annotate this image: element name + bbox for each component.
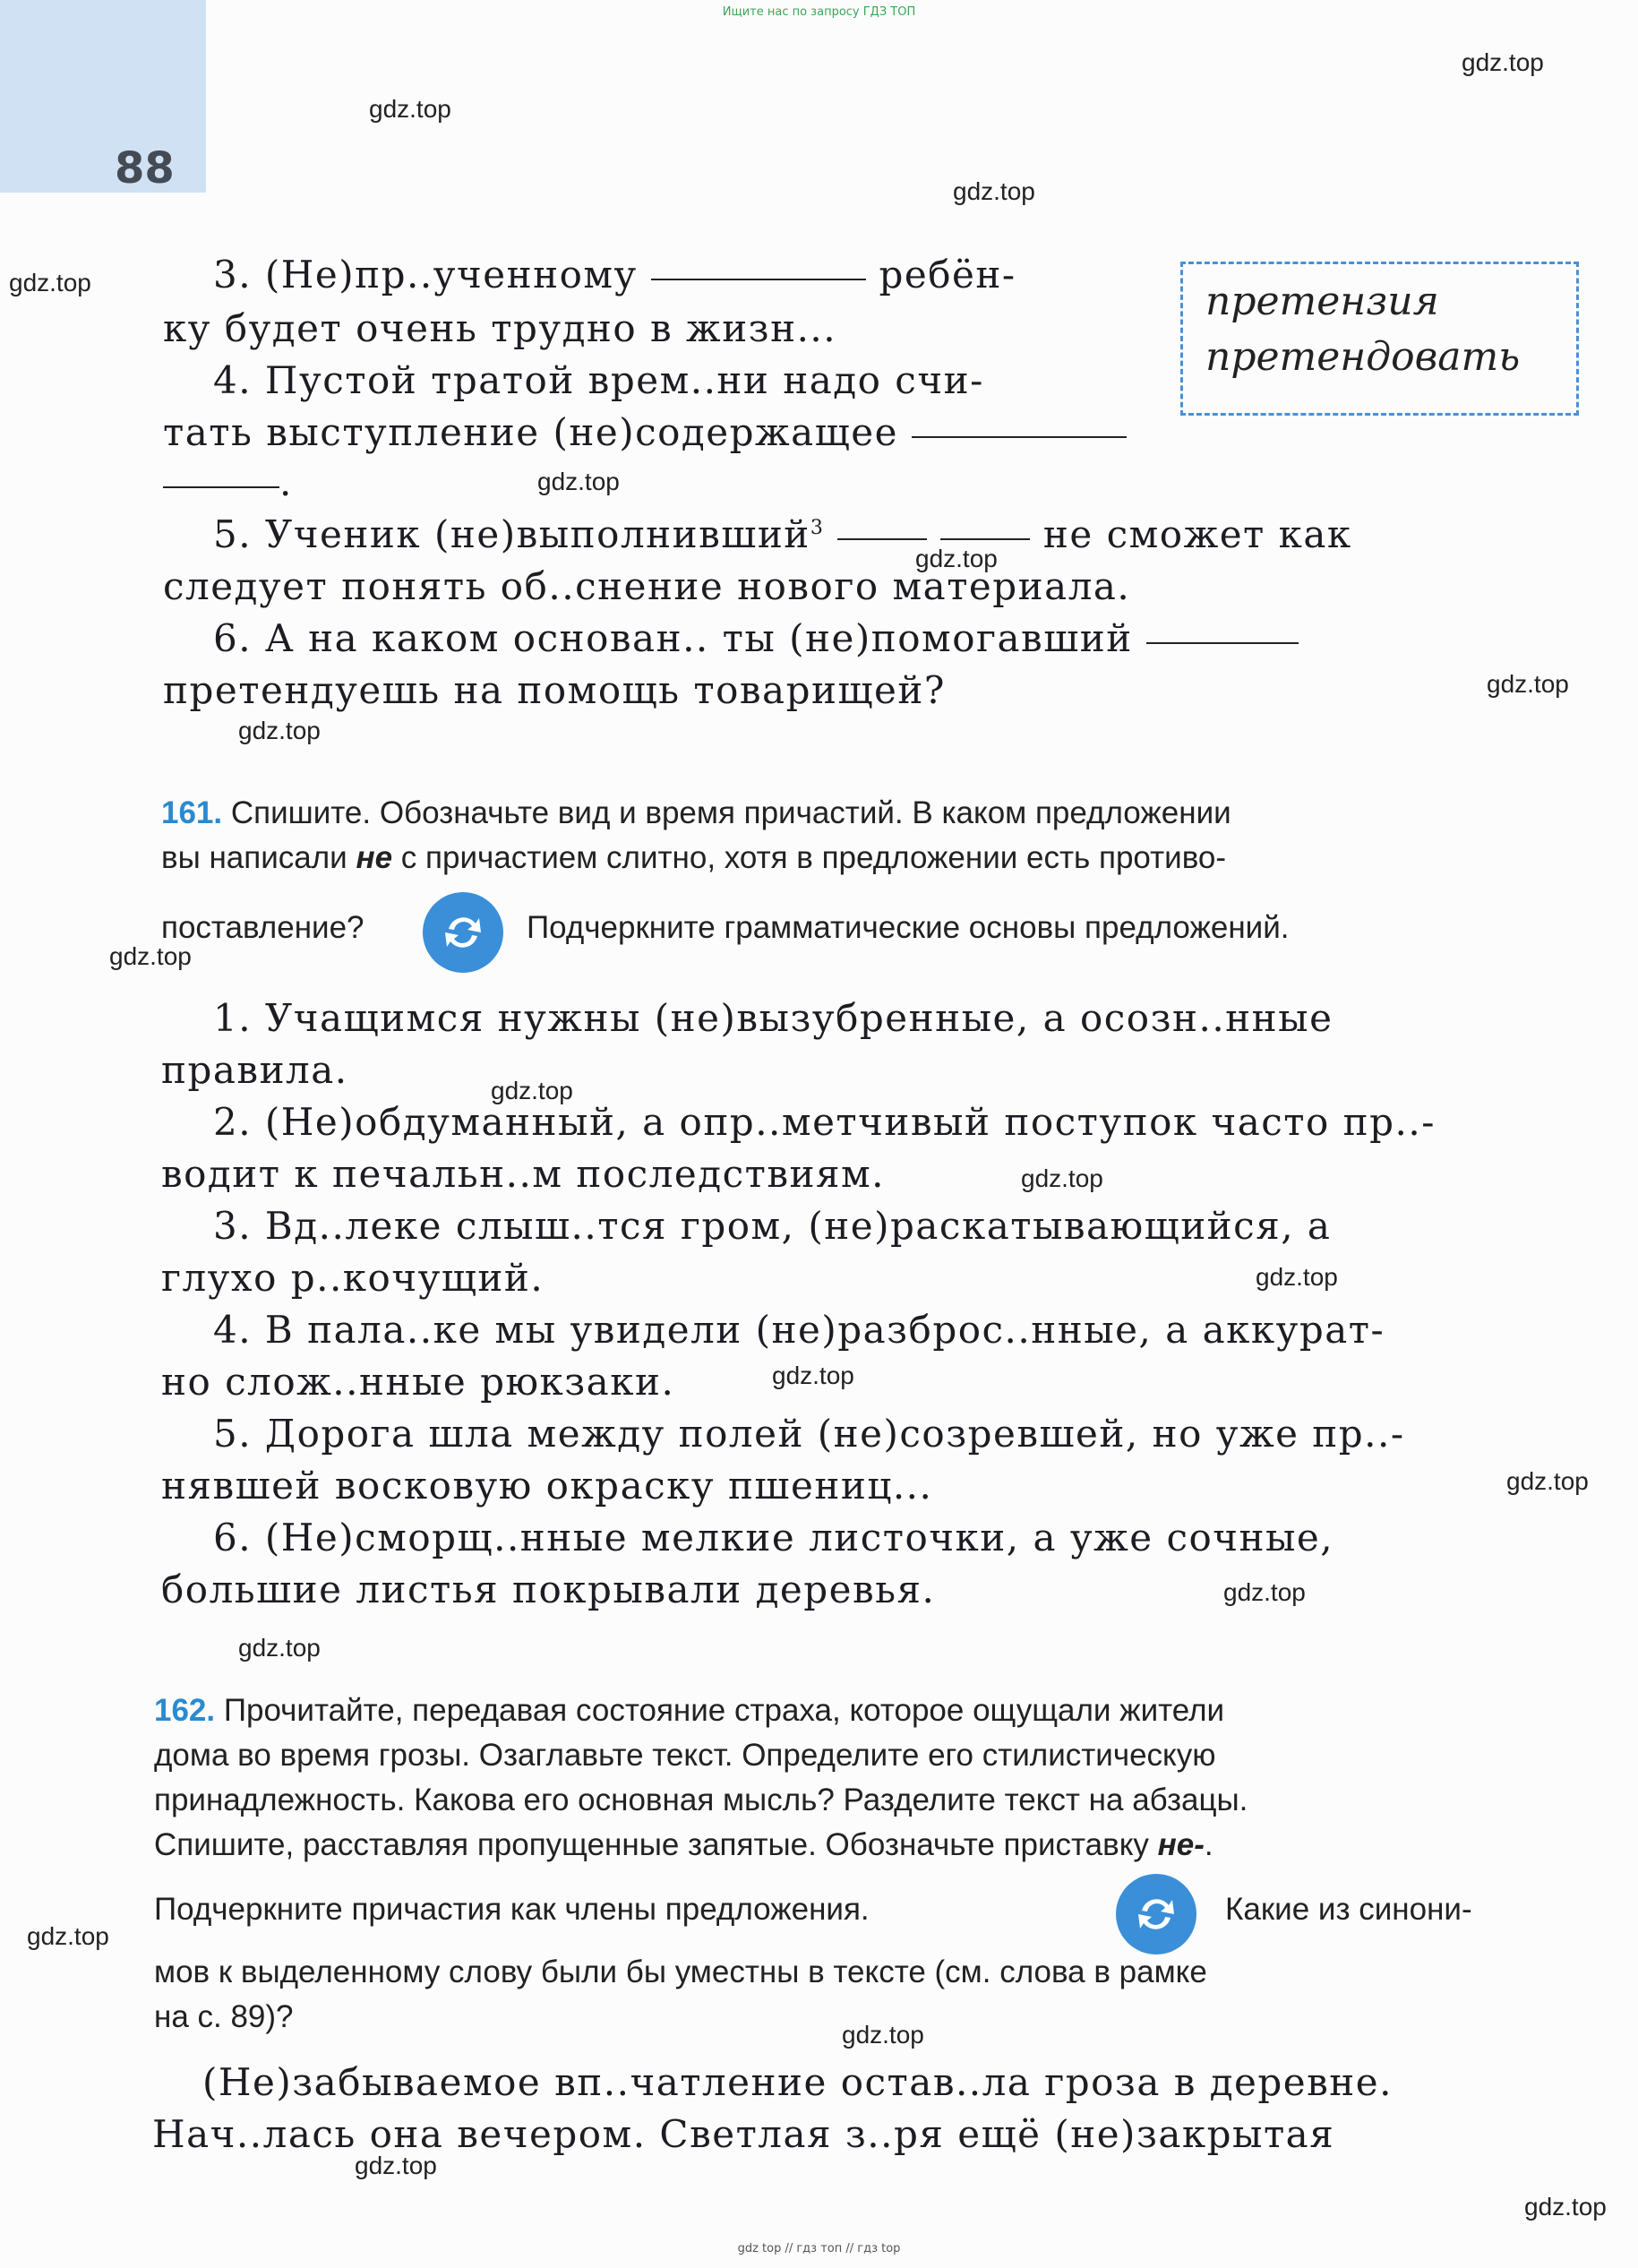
text-line: следует понять об..снение нового материала. <box>163 564 1131 608</box>
exercise-161-line: 161. Спишите. Обозначьте вид и время причастий. В каком предложении <box>161 795 1231 830</box>
sentence-line: 1. Учащимся нужны (не)вызубренные, а осозн..нные <box>213 996 1334 1040</box>
top-note: Ищите нас по запросу ГДЗ ТОП <box>722 5 916 19</box>
watermark: gdz.top <box>537 468 620 495</box>
word-box <box>1180 262 1579 416</box>
text-line: претендуешь на помощь товарищей? <box>163 668 946 712</box>
text-line: 3. (Не)пр..ученному ребён- <box>213 253 1016 296</box>
text-line: 5. Ученик (не)выполнивший$^3$ не сможет как <box>213 512 1352 556</box>
exercise-162-line: 162. Прочитайте, передавая состояние страха, которое ощущали жители <box>154 1693 1225 1728</box>
sentence-line: 2. (Не)обдуманный, а опр..метчивый поступок часто пр..- <box>213 1100 1436 1144</box>
answer-blank <box>940 535 1030 540</box>
exercise-162-line: дома во время грозы. Озаглавьте текст. Определите его стилистическую <box>154 1738 1216 1773</box>
box-word: претензия <box>1205 279 1439 324</box>
text-line: Нач..лась она вечером. Светлая з..ря ещё (не)закрытая <box>152 2112 1335 2156</box>
text-line: тать выступление (не)содержащее <box>163 410 1127 454</box>
answer-blank <box>163 483 279 488</box>
watermark: gdz.top <box>1256 1263 1338 1291</box>
sentence-line: нявшей восковую окраску пшениц... <box>161 1464 933 1508</box>
text-line: (Не)забываемое вп..чатление остав..ла гроза в деревне. <box>202 2060 1394 2104</box>
watermark: gdz.top <box>772 1362 854 1389</box>
answer-blank <box>1146 639 1299 644</box>
text-line: ку будет очень трудно в жизн... <box>163 306 837 350</box>
text-line: . <box>163 460 293 504</box>
sentence-line: водит к печальн..м последствиям. <box>161 1152 885 1196</box>
watermark: gdz.top <box>915 545 998 572</box>
watermark: gdz.top <box>1223 1578 1306 1606</box>
bottom-note: gdz top // гдз топ // гдз top <box>737 2242 901 2255</box>
watermark: gdz.top <box>109 942 192 970</box>
watermark: gdz.top <box>491 1077 573 1104</box>
watermark: gdz.top <box>1462 48 1544 76</box>
answer-blank <box>651 275 866 280</box>
exercise-162-line: Спишите, расставляя пропущенные запятые. Обозначьте приставку не-. <box>154 1827 1213 1862</box>
watermark: gdz.top <box>953 177 1035 205</box>
exercise-162-line: Подчеркните причастия как члены предложения. <box>154 1892 870 1927</box>
watermark: gdz.top <box>842 2021 924 2049</box>
watermark: gdz.top <box>238 1634 321 1662</box>
exercise-161-line: Подчеркните грамматические основы предложений. <box>527 910 1290 945</box>
exercise-number: 161. <box>161 795 223 830</box>
sentence-line: но слож..нные рюкзаки. <box>161 1360 675 1404</box>
exercise-161-line: вы написали не с причастием слитно, хотя в предложении есть противо- <box>161 840 1227 875</box>
exercise-162-line: на с. 89)? <box>154 1999 294 2034</box>
text-line: 4. Пустой тратой врем..ни надо счи- <box>213 358 984 402</box>
sentence-line: большие листья покрывали деревья. <box>161 1568 936 1611</box>
repeat-icon <box>1116 1874 1196 1954</box>
watermark: gdz.top <box>1021 1164 1103 1192</box>
watermark: gdz.top <box>1487 670 1569 698</box>
exercise-162-line: принадлежность. Какова его основная мысль? Разделите текст на абзацы. <box>154 1783 1248 1817</box>
sentence-line: глухо р..кочущий. <box>161 1256 545 1300</box>
repeat-icon <box>423 892 503 973</box>
watermark: gdz.top <box>238 717 321 744</box>
exercise-161-line: поставление? <box>161 910 364 945</box>
exercise-162-line: Какие из синони- <box>1225 1892 1472 1927</box>
sentence-line: 5. Дорога шла между полей (не)созревшей, но уже пр..- <box>213 1412 1405 1456</box>
exercise-number: 162. <box>154 1693 216 1728</box>
answer-blank <box>837 535 927 540</box>
watermark: gdz.top <box>355 2152 437 2179</box>
sentence-line: правила. <box>161 1048 348 1092</box>
exercise-162-line: мов к выделенному слову были бы уместны в тексте (см. слова в рамке <box>154 1954 1207 1989</box>
watermark: gdz.top <box>1524 2193 1607 2221</box>
box-word: претендовать <box>1205 334 1521 380</box>
page-number: 88 <box>115 143 175 193</box>
page-corner-tab <box>0 0 206 193</box>
watermark: gdz.top <box>369 95 451 123</box>
watermark: gdz.top <box>27 1922 109 1950</box>
watermark: gdz.top <box>1506 1467 1589 1495</box>
sentence-line: 6. (Не)сморщ..нные мелкие листочки, а уже сочные, <box>213 1516 1334 1559</box>
text-line: 6. А на каком основан.. ты (не)помогавший <box>213 616 1299 660</box>
sentence-line: 4. В пала..ке мы увидели (не)разброс..нные, а аккурат- <box>213 1308 1385 1352</box>
answer-blank <box>912 433 1127 438</box>
sentence-line: 3. Вд..леке слыш..тся гром, (не)раскатывающийся, а <box>213 1204 1332 1248</box>
watermark: gdz.top <box>9 269 91 296</box>
